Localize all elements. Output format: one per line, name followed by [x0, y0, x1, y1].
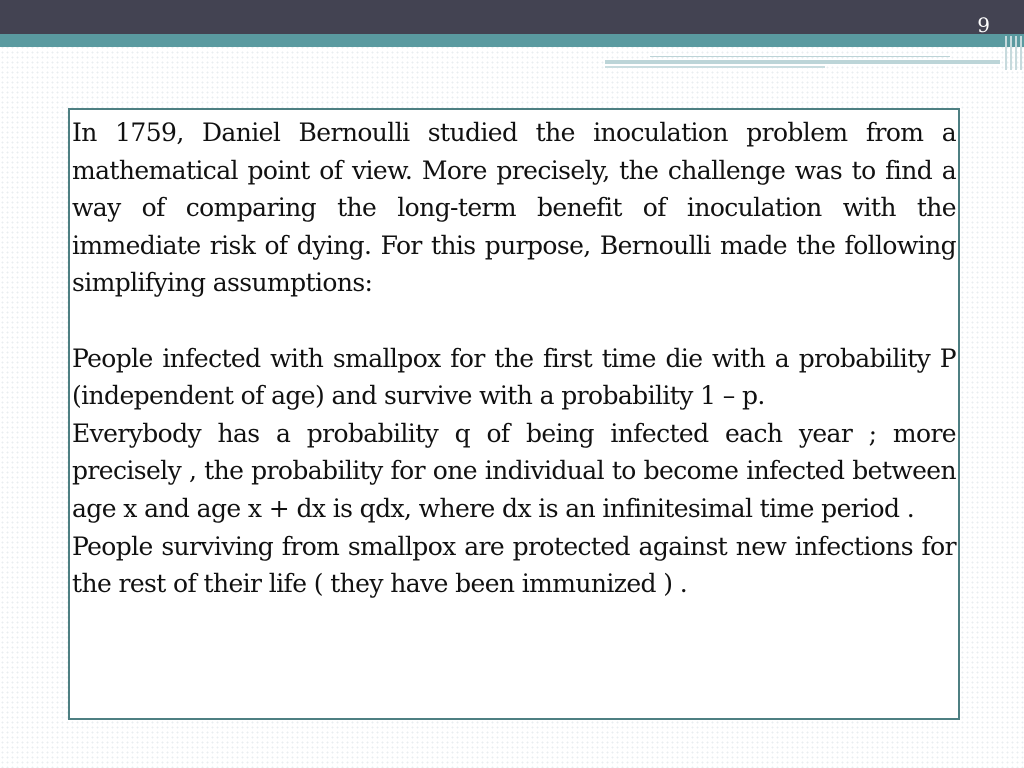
slide-text — [72, 114, 956, 603]
slide-number: 9 — [977, 13, 990, 37]
decorative-vertical-bars — [1003, 36, 1024, 70]
header-dark-band — [0, 0, 1024, 34]
decorative-stripe-short — [605, 66, 825, 68]
header-teal-band — [0, 34, 1024, 47]
decorative-rule — [650, 56, 950, 57]
assumption-paragraph-3: People surviving from smallpox are protected against new infections for the rest of their life ( they have been immunized ) . — [72, 531, 956, 599]
paragraph-gap — [72, 302, 956, 340]
assumption-paragraph-1: People infected with smallpox for the first time die with a probability P (independent of age) and survive with a probability 1 – p. — [72, 343, 956, 411]
decorative-stripe — [605, 60, 1000, 64]
intro-paragraph: In 1759, Daniel Bernoulli studied the inoculation problem from a mathematical point of view. More precisely, the challenge was to find a way of comparing the long-term benefit of inoculation with the immediate risk of dying. For this purpose, Bernoulli made the following simplifying assumptions: — [72, 118, 956, 298]
content-box — [68, 108, 960, 720]
assumption-paragraph-2: Everybody has a probability q of being infected each year ; more precisely , the probability for one individual to become infected between age x and age x + dx is qdx, where dx is an infinitesimal time period . — [72, 418, 956, 523]
